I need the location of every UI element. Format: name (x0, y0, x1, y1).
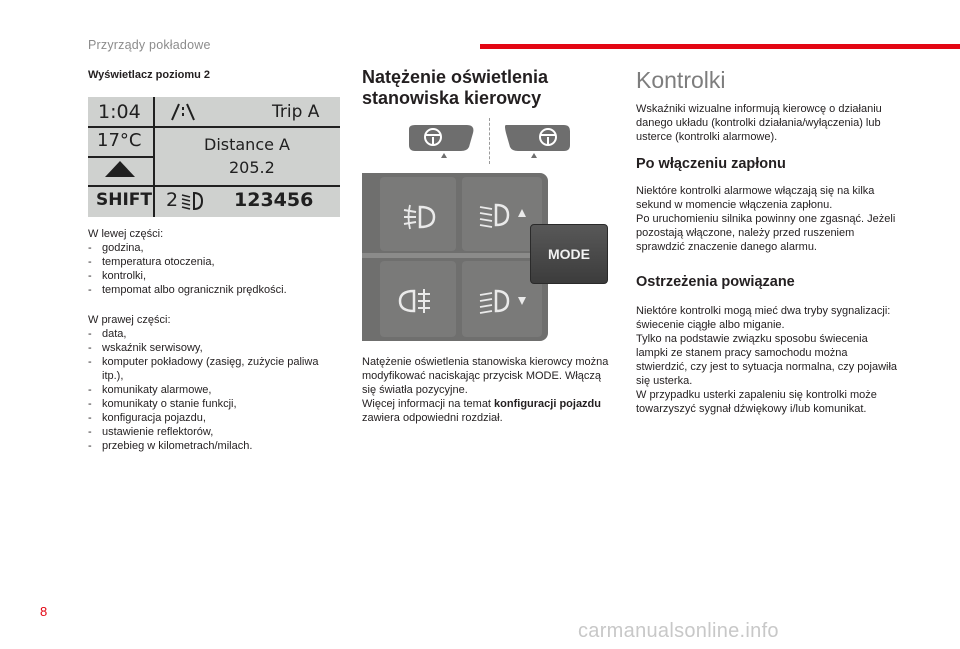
list-item: - tempomat albo ogranicznik prędkości. (88, 283, 328, 297)
section-title-kontrolki: Kontrolki (636, 67, 726, 93)
lcd-trip: Trip A (272, 102, 320, 122)
lighting-description (362, 355, 612, 425)
more-info-text: Więcej informacji na temat (362, 398, 495, 410)
mode-button[interactable]: MODE (530, 224, 608, 284)
headlamp-level-icon (180, 190, 204, 217)
list-item: - komputer pokładowy (zasięg, zużycie paliwa itp.), (88, 355, 323, 383)
lcd-temperature: 17°C (97, 130, 142, 151)
left-part-intro: W lewej części: (88, 228, 164, 240)
section-title-lighting: Natężenie oświetlenia stanowiska kierowcy (362, 67, 549, 108)
warnings-paragraph: Niektóre kontrolki mogą mieć dwa tryby sygnalizacji: świecenie ciągłe albo miganie. (636, 305, 891, 331)
panel-divider (362, 253, 548, 258)
shift-arrow-icon (104, 160, 136, 183)
kontrolki-intro: Wskaźniki wizualne informują kierowcę o działaniu danego układu (kontrolki działania/wyłączenia) lub usterce (kontrolki alarmowe). (636, 103, 882, 143)
list-item: - data, (88, 327, 323, 341)
lcd-divider-vertical (153, 97, 155, 217)
display-subtitle: Wyświetlacz poziomu 2 (88, 69, 211, 81)
lcd-display (88, 97, 340, 217)
lcd-gear: 2 (166, 189, 179, 211)
front-fog-light-icon (380, 177, 456, 251)
list-item: - kontrolki, (88, 269, 328, 283)
header-title: Przyrządy pokładowe (88, 38, 211, 52)
page-number: 8 (40, 604, 48, 619)
list-item: - ustawienie reflektorów, (88, 425, 323, 439)
list-item: - konfiguracja pojazdu, (88, 411, 323, 425)
lcd-divider (88, 126, 153, 128)
lcd-divider (88, 185, 340, 187)
right-part-intro: W prawej części: (88, 314, 171, 326)
more-info-link-text: konfiguracji pojazdu (494, 398, 601, 410)
watermark: carmanualsonline.info (578, 620, 779, 642)
steering-wheel-indicator-right (496, 121, 574, 166)
heading-ignition: Po włączeniu zapłonu (636, 156, 786, 172)
rear-fog-button[interactable] (380, 261, 456, 337)
lighting-paragraph: Natężenie oświetlenia stanowiska kierowcy można modyfikować naciskając przycisk MODE. Włączą się światła pozycyjne. (362, 356, 609, 396)
list-item: - komunikaty alarmowe, (88, 383, 323, 397)
lighting-more-info (362, 397, 612, 425)
list-item: - przebieg w kilometrach/milach. (88, 439, 323, 453)
lcd-time: 1:04 (98, 101, 141, 123)
lcd-distance-value: 205.2 (229, 158, 275, 177)
lcd-distance-label: Distance A (204, 135, 290, 154)
warnings-paragraph: Tylko na podstawie związku sposobu świecenia lampki ze stanem pracy samochodu można stwierdzić, czy jest to sytuacja normalna, czy pojawiła się usterka. (636, 333, 898, 387)
ignition-paragraph: Po uruchomieniu silnika powinny one zgasnąć. Jeżeli pozostają włączone, należy przed ruszeniem sprawdzić znaczenie danego alarmu. (636, 213, 896, 253)
right-part-list (88, 327, 323, 453)
steering-wheel-indicator-left (405, 121, 483, 166)
header-accent-bar (480, 44, 960, 49)
right-part-block (88, 313, 323, 453)
list-item: - godzina, (88, 241, 328, 255)
left-part-block (88, 227, 328, 297)
road-icon (168, 103, 198, 126)
more-info-text-end: zawiera odpowiedni rozdział. (362, 412, 503, 424)
lcd-divider (88, 156, 153, 158)
dashed-separator (489, 118, 490, 164)
warnings-paragraph: W przypadku usterki zapaleniu się kontrolki może towarzyszyć sygnał dźwiękowy i/lub komunikat. (636, 389, 877, 415)
ignition-paragraph: Niektóre kontrolki alarmowe włączają się na kilka sekund w momencie włączenia zapłonu. (636, 185, 875, 211)
lcd-odometer: 123456 (234, 189, 314, 211)
list-item: - komunikaty o stanie funkcji, (88, 397, 323, 411)
lcd-shift: SHIFT (96, 190, 153, 210)
list-item: - wskaźnik serwisowy, (88, 341, 323, 355)
list-item: - temperatura otoczenia, (88, 255, 328, 269)
lighting-control-panel (362, 173, 548, 341)
ignition-text-block (636, 184, 896, 254)
warnings-text-block (636, 304, 898, 416)
heading-warnings: Ostrzeżenia powiązane (636, 274, 795, 290)
rear-fog-light-icon (380, 261, 456, 337)
front-fog-button[interactable] (380, 177, 456, 251)
left-part-list (88, 241, 328, 297)
lcd-divider (153, 126, 340, 128)
